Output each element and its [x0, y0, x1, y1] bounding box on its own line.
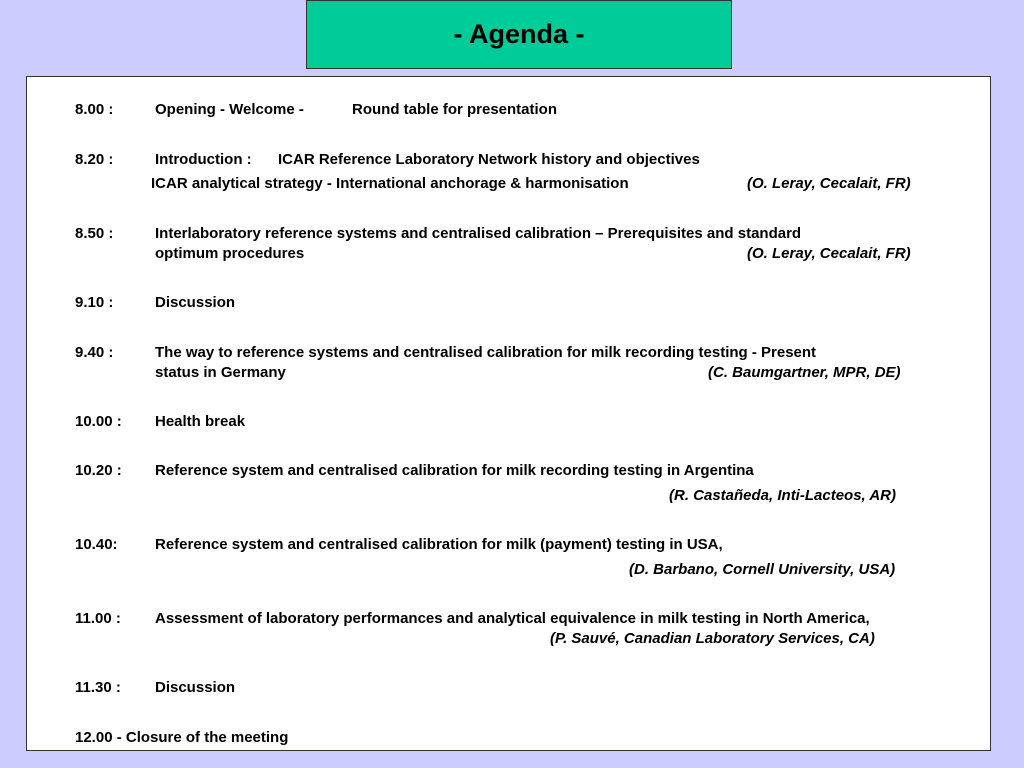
agenda-speaker: (D. Barbano, Cornell University, USA) — [629, 561, 896, 578]
agenda-time: 10.00 : — [75, 413, 122, 430]
agenda-text: Interlaboratory reference systems and centralised calibration – Prerequisites and standard — [155, 225, 802, 242]
page-title: - Agenda - — [453, 19, 585, 49]
agenda-text: The way to reference systems and centralised calibration for milk recording testing - Present — [155, 344, 817, 361]
agenda-speaker: (O. Leray, Cecalait, FR) — [747, 175, 911, 192]
agenda-time: 10.40: — [75, 536, 118, 553]
agenda-text: Reference system and centralised calibration for milk (payment) testing in USA, — [155, 536, 723, 553]
agenda-speaker: (C. Baumgartner, MPR, DE) — [708, 364, 901, 381]
agenda-time: 9.10 : — [75, 294, 114, 311]
agenda-time: 9.40 : — [75, 344, 114, 361]
agenda-time: 8.00 : — [75, 101, 114, 118]
agenda-speaker: (P. Sauvé, Canadian Laboratory Services, CA) — [550, 630, 875, 647]
agenda-speaker: (R. Castañeda, Inti-Lacteos, AR) — [669, 487, 896, 504]
agenda-time: 11.00 : — [75, 610, 121, 627]
agenda-text: Opening - Welcome - — [155, 101, 304, 118]
agenda-text: Reference system and centralised calibration for milk recording testing in Argentina — [155, 462, 754, 479]
agenda-text: Discussion — [155, 294, 236, 311]
agenda-speaker: (O. Leray, Cecalait, FR) — [747, 245, 911, 262]
agenda-text: Assessment of laboratory performances and analytical equivalence in milk testing in North America, — [155, 610, 870, 627]
agenda-time: 8.20 : — [75, 151, 114, 168]
title-box — [306, 0, 732, 69]
agenda-text: status in Germany — [155, 364, 286, 381]
agenda-time: 10.20 : — [75, 462, 122, 479]
agenda-text: Round table for presentation — [352, 101, 558, 118]
agenda-text: ICAR analytical strategy - International anchorage & harmonisation — [151, 175, 629, 192]
agenda-closure: 12.00 - Closure of the meeting — [75, 729, 289, 746]
agenda-panel — [26, 76, 991, 751]
agenda-text: Health break — [155, 413, 246, 430]
agenda-text: Discussion — [155, 679, 236, 696]
agenda-time: 11.30 : — [75, 679, 121, 696]
agenda-text: optimum procedures — [155, 245, 305, 262]
agenda-text: Introduction : — [155, 151, 252, 168]
agenda-time: 8.50 : — [75, 225, 114, 242]
agenda-text: ICAR Reference Laboratory Network history and objectives — [278, 151, 700, 168]
